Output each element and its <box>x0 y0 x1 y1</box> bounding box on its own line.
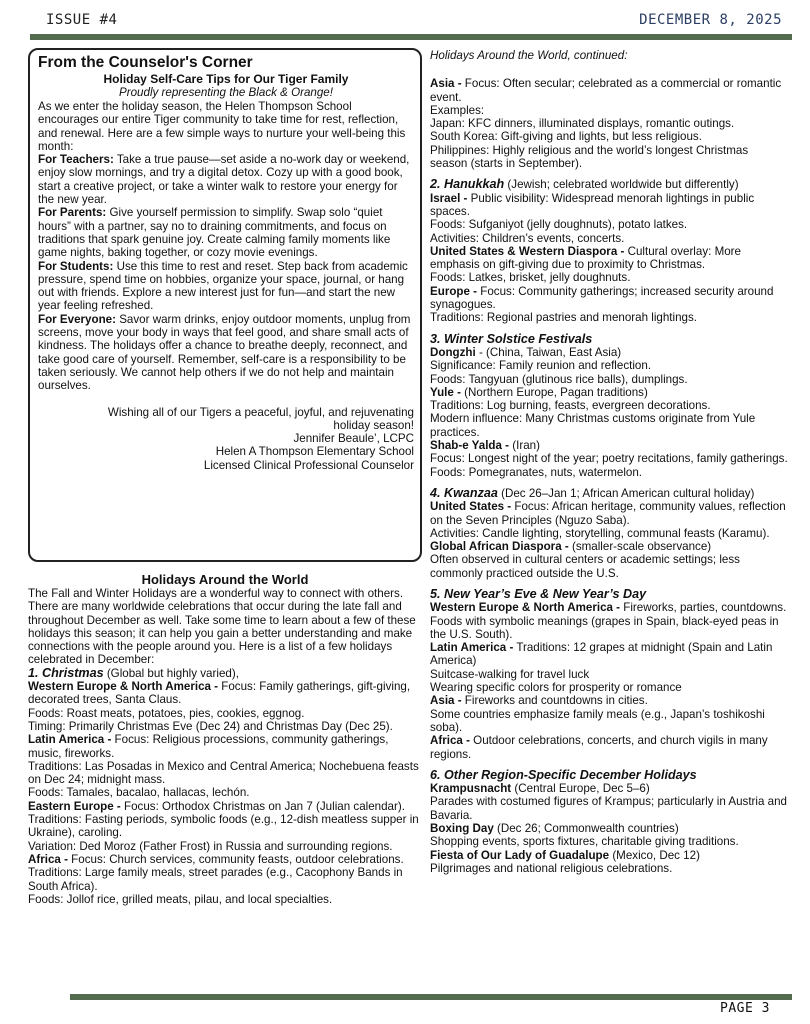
newyear-asia-line: Some countries emphasize family meals (e.g., Japan’s toshikoshi soba). <box>430 707 765 734</box>
region-label: Asia - <box>430 694 462 708</box>
region-label: Israel - <box>430 191 468 205</box>
tip-label: For Teachers: <box>38 153 114 167</box>
holidays-intro: The Fall and Winter Holidays are a wonderful way to connect with others. There are many worldwide celebrations that occur during the late fall and throughout December as well. Take some time to learn about a few of these holidays this season; it can help you gain a better understanding and make connections with the people around you. Here is a list of a few holidays celebrated in December: <box>28 587 416 667</box>
kwanzaa-diaspora-note: Often observed in cultural centers or academic settings; less commonly practiced outside the U.S. <box>430 553 740 580</box>
christmas-wena-timing: Timing: Primarily Christmas Eve (Dec 24) and Christmas Day (Dec 25). <box>28 719 393 733</box>
hanukkah-us <box>430 245 788 272</box>
region-text: Fireworks and countdowns in cities. <box>461 694 648 708</box>
tip-teachers <box>38 153 414 206</box>
region-text: Focus: Church services, community feasts, outdoor celebrations. Traditions: Large family meals, street parades (e.g., Cacophony Bands in South Africa). <box>28 852 404 893</box>
christmas-wena-foods: Foods: Roast meats, potatoes, pies, cookies, eggnog. <box>28 706 305 720</box>
hanukkah-europe-traditions: Traditions: Regional pastries and menorah lightings. <box>430 311 698 325</box>
section-note: (Global but highly varied), <box>103 666 239 680</box>
holiday-label: Krampusnacht <box>430 782 512 796</box>
region-label: United States & Western Diaspora - <box>430 244 625 258</box>
christmas-latam-foods: Foods: Tamales, bacalao, hallacas, lechón. <box>28 786 250 800</box>
newyear-latam-line: Suitcase-walking for travel luck <box>430 667 590 681</box>
holidays-title: Holidays Around the World <box>141 572 309 587</box>
counselor-subtitle: Holiday Self-Care Tips for Our Tiger Family <box>103 72 349 86</box>
hanukkah-israel-foods: Foods: Sufganiyot (jelly doughnuts), potato latkes. <box>430 218 688 232</box>
tip-label: For Parents: <box>38 206 107 220</box>
region-label: Africa - <box>430 734 470 748</box>
yalda <box>430 439 788 452</box>
section-heading: 1. Christmas <box>28 665 104 680</box>
newyear-heading <box>430 588 788 601</box>
christmas-wena <box>28 680 422 707</box>
section-heading: 6. Other Region-Specific December Holidays <box>430 767 697 782</box>
tip-parents <box>38 206 414 259</box>
holiday-text: - (China, Taiwan, East Asia) <box>475 345 622 359</box>
tip-text: Take a true pause—set aside a no-work day or weekend, enjoy slow mornings, and try a digital detox. Cozy up with a good book, start a creative project, or take a winter walk to restore your energy for the new year. <box>38 153 410 207</box>
left-column <box>28 48 422 906</box>
yalda-focus: Focus: Longest night of the year; poetry recitations, family gatherings. <box>430 452 788 466</box>
newyear-west <box>430 601 788 614</box>
region-text: Focus: African heritage, community values, reflection on the Seven Principles (Nguzo Saba). <box>430 500 786 527</box>
section-heading: 4. Kwanzaa <box>430 485 498 500</box>
dongzhi-significance: Significance: Family reunion and reflection. <box>430 359 652 373</box>
signature-role: Licensed Clinical Professional Counselor <box>203 458 414 472</box>
continued-label: Holidays Around the World, continued: <box>430 49 628 62</box>
kwanzaa-diaspora <box>430 540 788 553</box>
newyear-africa <box>430 734 788 761</box>
christmas-africa-foods: Foods: Jollof rice, grilled meats, pilau, and local specialties. <box>28 892 333 906</box>
region-text: Focus: Community gatherings; increased security around synagogues. <box>430 284 774 312</box>
tip-text: Savor warm drinks, enjoy outdoor moments, unplug from screens, move your body in ways that feel good, and share small acts of kindness. The holidays offer a chance to breathe deeply, reconnect, and take good care of yourself. Remember, self-care is a responsibility to be taken seriously. We cannot help others if we do not help and maintain ourselves. <box>38 312 411 393</box>
holiday-text: (Northern Europe, Pagan traditions) <box>460 385 648 399</box>
issue-number: ISSUE #4 <box>46 12 118 28</box>
region-text: Public visibility: Widespread menorah lightings in public spaces. <box>430 191 755 218</box>
yule-traditions: Traditions: Log burning, feasts, evergreen decorations. <box>430 399 711 413</box>
asia-line: Examples: <box>430 103 485 117</box>
yule <box>430 386 788 399</box>
signature-name: Jennifer Beaule’, LCPC <box>293 432 414 446</box>
kwanzaa-heading <box>430 487 788 500</box>
region-label: Western Europe & North America - <box>430 601 621 615</box>
section-heading: 3. Winter Solstice Festivals <box>430 331 593 346</box>
christmas-africa <box>28 853 422 893</box>
region-text: (smaller-scale observance) <box>568 540 712 554</box>
counselor-box <box>28 48 422 562</box>
region-label: United States - <box>430 500 512 514</box>
region-label: Western Europe & North America - <box>28 680 219 694</box>
asia-line: Japan: KFC dinners, illuminated displays, romantic outings. <box>430 117 735 131</box>
section-note: (Dec 26–Jan 1; African American cultural holiday) <box>497 486 755 500</box>
christmas-latam <box>28 733 422 760</box>
header-rule <box>30 34 792 40</box>
hanukkah-europe <box>430 285 788 312</box>
issue-date: DECEMBER 8, 2025 <box>639 12 782 28</box>
holiday-text: (Iran) <box>509 439 540 453</box>
tip-text: Give yourself permission to simplify. Swap solo “quiet hours” with a partner, say no to draining commitments, and focus on traditions that spark genuine joy. Create calming family moments like game nights, baking together, or cozy movie evenings. <box>38 206 391 260</box>
region-text: Cultural overlay: More emphasis on gift-giving due to proximity to Christmas. <box>430 244 741 272</box>
asia-line: South Korea: Gift-giving and lights, but less religious. <box>430 130 702 144</box>
yalda-foods: Foods: Pomegranates, nuts, watermelon. <box>430 465 643 479</box>
guadalupe-line: Pilgrimages and national religious celebrations. <box>430 861 673 875</box>
boxing-day <box>430 822 788 835</box>
christmas-eeurope-variation: Variation: Ded Moroz (Father Frost) in Russia and surrounding regions. <box>28 839 393 853</box>
region-label: Latin America - <box>430 641 514 655</box>
krampusnacht-line: Parades with costumed figures of Krampus; particularly in Austria and Bavaria. <box>430 795 787 822</box>
holiday-label: Dongzhi <box>430 345 476 359</box>
footer-rule <box>70 994 792 1000</box>
region-label: Asia - <box>430 77 462 91</box>
counselor-intro: As we enter the holiday season, the Helen Thompson School encourages our entire Tiger community to take time for rest, reflection, and renewal. Here are a few simple ways to nurture your well-being this month: <box>38 100 406 153</box>
region-text: Focus: Family gatherings, gift-giving, decorated trees, Santa Claus. <box>28 680 411 707</box>
holiday-text: (Central Europe, Dec 5–6) <box>511 782 650 796</box>
region-label: Europe - <box>430 284 478 298</box>
yule-influence: Modern influence: Many Christmas customs originate from Yule practices. <box>430 412 756 439</box>
christmas-eeurope-traditions: Traditions: Fasting periods, symbolic foods (e.g., 12-dish meatless supper in Ukraine), caroling. <box>28 813 419 840</box>
dongzhi <box>430 346 788 359</box>
holiday-label: Boxing Day <box>430 822 494 836</box>
region-label: Eastern Europe - <box>28 799 121 813</box>
tip-everyone <box>38 313 414 393</box>
holiday-text: (Mexico, Dec 12) <box>609 848 700 862</box>
tip-students <box>38 260 414 313</box>
newyear-latam-line: Wearing specific colors for prosperity or romance <box>430 681 682 695</box>
region-label: Latin America - <box>28 733 112 747</box>
holiday-label: Yule - <box>430 385 461 399</box>
section-heading: 5. New Year’s Eve & New Year’s Day <box>430 586 647 601</box>
tip-text: Use this time to rest and reset. Step back from academic pressure, spend time on hobbies, organize your space, journal, or hang out with friends. Explore a new interest just for fun—and start the new year feeling refreshed. <box>38 259 408 313</box>
region-label: Africa - <box>28 852 68 866</box>
region-text: Focus: Religious processions, community gatherings, music, fireworks. <box>28 733 389 760</box>
signature-school: Helen A Thompson Elementary School <box>215 445 414 459</box>
region-text: Traditions: 12 grapes at midnight (Spain and Latin America) <box>430 641 773 668</box>
solstice-heading <box>430 333 788 346</box>
newyear-latam <box>430 641 788 668</box>
page-number: PAGE 3 <box>720 1001 770 1016</box>
region-text: Focus: Orthodox Christmas on Jan 7 (Julian calendar). <box>120 799 405 813</box>
section-note: (Jewish; celebrated worldwide but differently) <box>504 178 739 192</box>
tip-label: For Students: <box>38 259 114 273</box>
region-text: Focus: Often secular; celebrated as a commercial or romantic event. <box>430 77 782 104</box>
christmas-heading <box>28 667 422 680</box>
hanukkah-israel-activities: Activities: Children’s events, concerts. <box>430 231 625 245</box>
counselor-title: From the Counselor's Corner <box>38 54 253 71</box>
closing-wish: Wishing all of our Tigers a peaceful, joyful, and rejuvenating holiday season! <box>107 405 414 432</box>
boxing-day-line: Shopping events, sports fixtures, charitable giving traditions. <box>430 835 739 849</box>
krampusnacht <box>430 782 788 795</box>
newyear-west-foods: Foods with symbolic meanings (grapes in Spain, black-eyed peas in the U.S. South). <box>430 614 779 641</box>
holiday-label: Fiesta of Our Lady of Guadalupe <box>430 848 610 862</box>
counselor-tagline: Proudly representing the Black & Orange! <box>119 86 333 99</box>
asia-focus <box>430 77 788 104</box>
section-heading: 2. Hanukkah <box>430 177 505 192</box>
right-column <box>430 49 788 875</box>
tip-label: For Everyone: <box>38 312 116 326</box>
holiday-label: Shab-e Yalda - <box>430 439 510 453</box>
other-heading <box>430 769 788 782</box>
asia-line: Philippines: Highly religious and the world’s longest Christmas season (starts in September). <box>430 143 749 171</box>
region-text: Fireworks, parties, countdowns. <box>620 601 787 615</box>
region-label: Global African Diaspora - <box>430 540 569 554</box>
christmas-eeurope <box>28 800 422 813</box>
hanukkah-israel <box>430 192 788 219</box>
christmas-latam-traditions: Traditions: Las Posadas in Mexico and Central America; Nochebuena feasts on Dec 24; midnight mass. <box>28 759 419 787</box>
guadalupe <box>430 849 788 862</box>
kwanzaa-us <box>430 500 788 527</box>
hanukkah-heading <box>430 178 788 191</box>
region-text: Outdoor celebrations, concerts, and church vigils in many regions. <box>430 734 768 761</box>
kwanzaa-activities: Activities: Candle lighting, storytelling, communal feasts (Karamu). <box>430 526 770 540</box>
newyear-asia <box>430 694 788 707</box>
dongzhi-foods: Foods: Tangyuan (glutinous rice balls), dumplings. <box>430 372 688 386</box>
hanukkah-us-foods: Foods: Latkes, brisket, jelly doughnuts. <box>430 271 631 285</box>
holiday-text: (Dec 26; Commonwealth countries) <box>493 822 679 836</box>
